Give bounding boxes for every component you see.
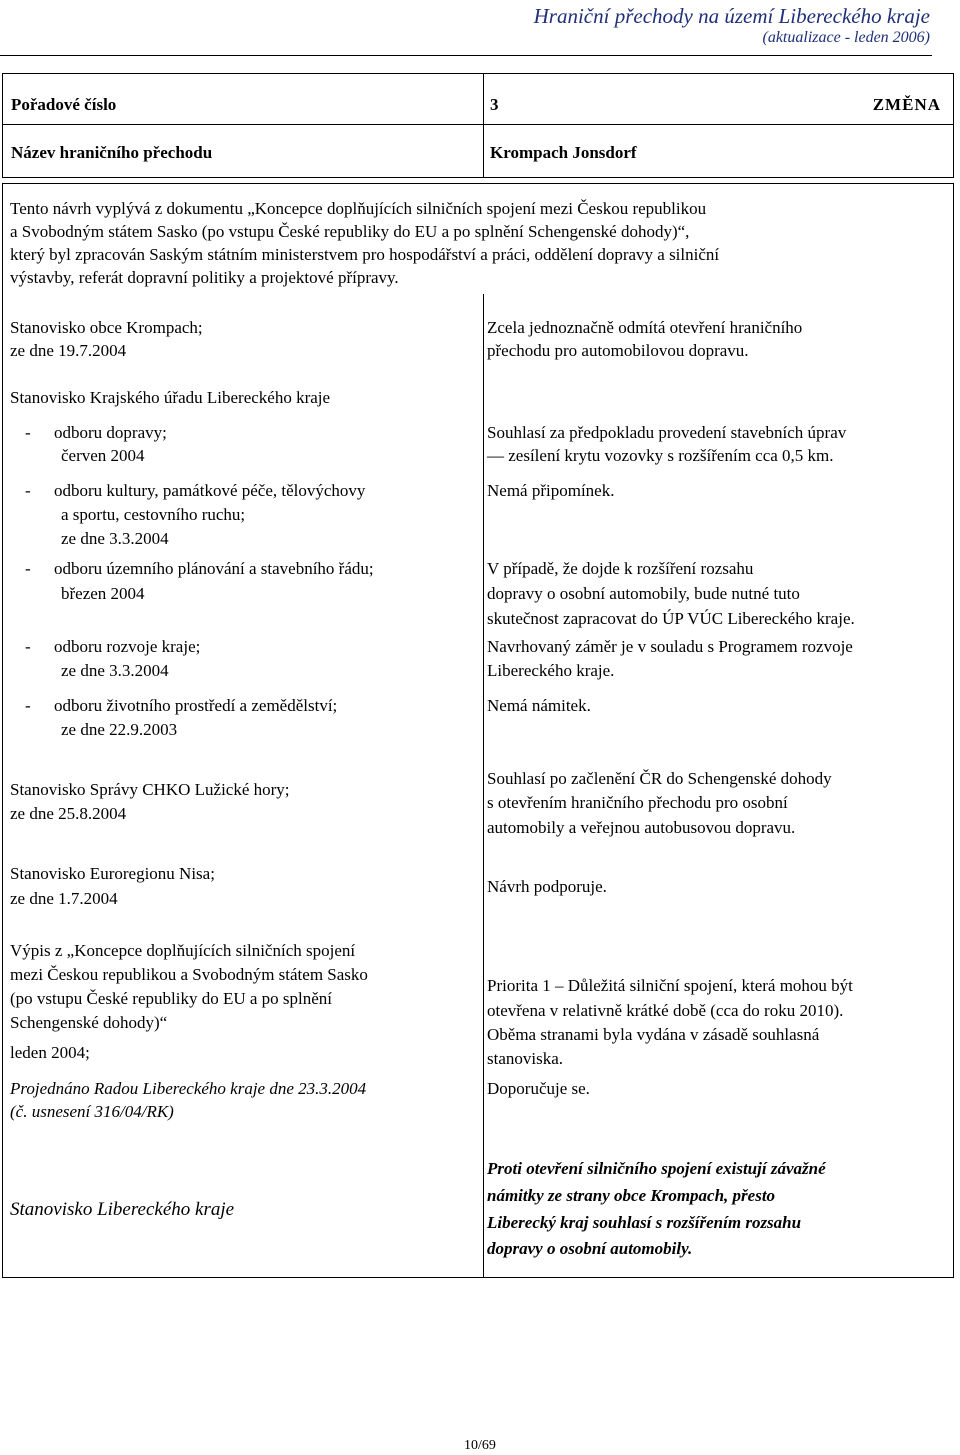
dept-statement: Nemá námitek. [487,696,591,715]
list-bullet: - [25,696,31,715]
koncepce-label: (po vstupu České republiky do EU a po splnění [10,989,333,1008]
document-title: Hraniční přechody na území Libereckého kraje [533,4,930,28]
crossing-id-table [2,73,954,178]
koncepce-label: Schengenské dohody)“ [10,1013,168,1032]
intro-line: a Svobodným státem Sasko (po vstupu České republiky do EU a po splnění Schengenské dohody)“, [10,222,690,241]
list-bullet: - [25,481,31,500]
kraj-statement: Proti otevření silničního spojení existují závažné [487,1159,826,1178]
euroregion-label: Stanovisko Euroregionu Nisa; [10,864,215,883]
dept-statement: V případě, že dojde k rozšíření rozsahu [487,559,754,578]
rada-resolution-number: (č. usnesení 316/04/RK) [10,1102,174,1121]
obec-label: Stanovisko obce Krompach; [10,318,203,337]
obec-statement: přechodu pro automobilovou dopravu. [487,341,749,360]
koncepce-label: Výpis z „Koncepce doplňujících silničních spojení [10,941,356,960]
chko-statement: s otevřením hraničního přechodu pro osobní [487,793,788,812]
dept-name: odboru rozvoje kraje; [54,637,201,656]
document-subtitle: (aktualizace - leden 2006) [762,29,930,46]
dept-name: a sportu, cestovního ruchu; [61,505,246,524]
dept-statement-continued [487,447,834,464]
dept-name: odboru kultury, památkové péče, tělovýchovy [54,481,366,500]
intro-line: který byl zpracován Saským státním ministerstvem pro hospodářství a práci, oddělení dopravy a silniční [10,245,720,264]
list-bullet: - [25,559,31,578]
crossing-name-value: Krompach Jonsdorf [490,143,637,162]
koncepce-statement: stanoviska. [487,1049,564,1068]
koncepce-statement: Priorita 1 – Důležitá silniční spojení, která mohou být [487,976,853,995]
kraj-statement: námitky ze strany obce Krompach, přesto [487,1186,776,1205]
intro-line: Tento návrh vyplývá z dokumentu „Koncepce doplňujících silničních spojení mezi Českou republikou [10,199,707,218]
koncepce-statement: Oběma stranami byla vydána v zásadě souhlasná [487,1025,820,1044]
table-column-divider [483,74,484,177]
table-row-divider [3,124,953,125]
kraj-statement: dopravy o osobní automobily. [487,1239,693,1258]
dept-statement: dopravy o osobní automobily, bude nutné tuto [487,584,800,603]
dept-name: odboru životního prostředí a zemědělství; [54,696,338,715]
rada-resolution: Projednáno Radou Libereckého kraje dne 23.3.2004 [10,1079,367,1098]
dept-date: ze dne 3.3.2004 [61,529,169,548]
list-bullet: - [25,637,31,656]
chko-label: Stanovisko Správy CHKO Lužické hory; [10,780,290,799]
chko-statement: automobily a veřejnou autobusovou dopravu. [487,818,796,837]
kraj-statement-label: Stanovisko Libereckého kraje [10,1199,235,1220]
order-number-value: 3 [490,95,499,114]
dept-name: odboru dopravy; [54,423,167,442]
dept-name: odboru územního plánování a stavebního řádu; [54,559,374,578]
list-bullet: - [25,423,31,442]
koncepce-label: mezi Českou republikou a Svobodným státem Sasko [10,965,368,984]
chko-date: ze dne 25.8.2004 [10,804,127,823]
kraj-statement: Liberecký kraj souhlasí s rozšířením rozsahu [487,1213,802,1232]
koncepce-date: leden 2004; [10,1043,90,1062]
dept-statement: zesílení krytu vozovky s rozšířením cca 0,5 km. [508,446,834,465]
change-badge: ZMĚNA [872,95,941,114]
dept-statement: skutečnost zapracovat do ÚP VÚC Libereckého kraje. [487,609,855,628]
crossing-name-label: Název hraničního přechodu [11,143,213,162]
dept-date: březen 2004 [61,584,145,603]
obec-statement: Zcela jednoznačně odmítá otevření hraničního [487,318,803,337]
obec-date: ze dne 19.7.2004 [10,341,127,360]
page-number: 10/69 [464,1438,496,1453]
euroregion-date: ze dne 1.7.2004 [10,889,118,908]
krajsky-urad-heading: Stanovisko Krajského úřadu Libereckého kraje [10,388,331,407]
dept-statement: Navrhovaný záměr je v souladu s Programem rozvoje [487,637,853,656]
dept-statement: Souhlasí za předpokladu provedení stavebních úprav [487,423,847,442]
euroregion-statement: Návrh podporuje. [487,877,607,896]
table-column-divider [483,294,484,1277]
dept-date: ze dne 3.3.2004 [61,661,169,680]
order-number-label: Pořadové číslo [11,95,117,114]
dept-statement: Nemá připomínek. [487,481,615,500]
chko-statement: Souhlasí po začlenění ČR do Schengenské dohody [487,769,832,788]
koncepce-statement: otevřena v relativně krátké době (cca do roku 2010). [487,1001,844,1020]
dept-date: červen 2004 [61,446,145,465]
header-divider [0,55,932,56]
statements-table [2,183,954,1278]
intro-line: výstavby, referát dopravní politiky a projektové přípravy. [10,268,399,287]
dept-statement: Libereckého kraje. [487,661,615,680]
em-dash: — [487,446,504,465]
rada-recommendation: Doporučuje se. [487,1079,590,1098]
dept-date: ze dne 22.9.2003 [61,720,178,739]
